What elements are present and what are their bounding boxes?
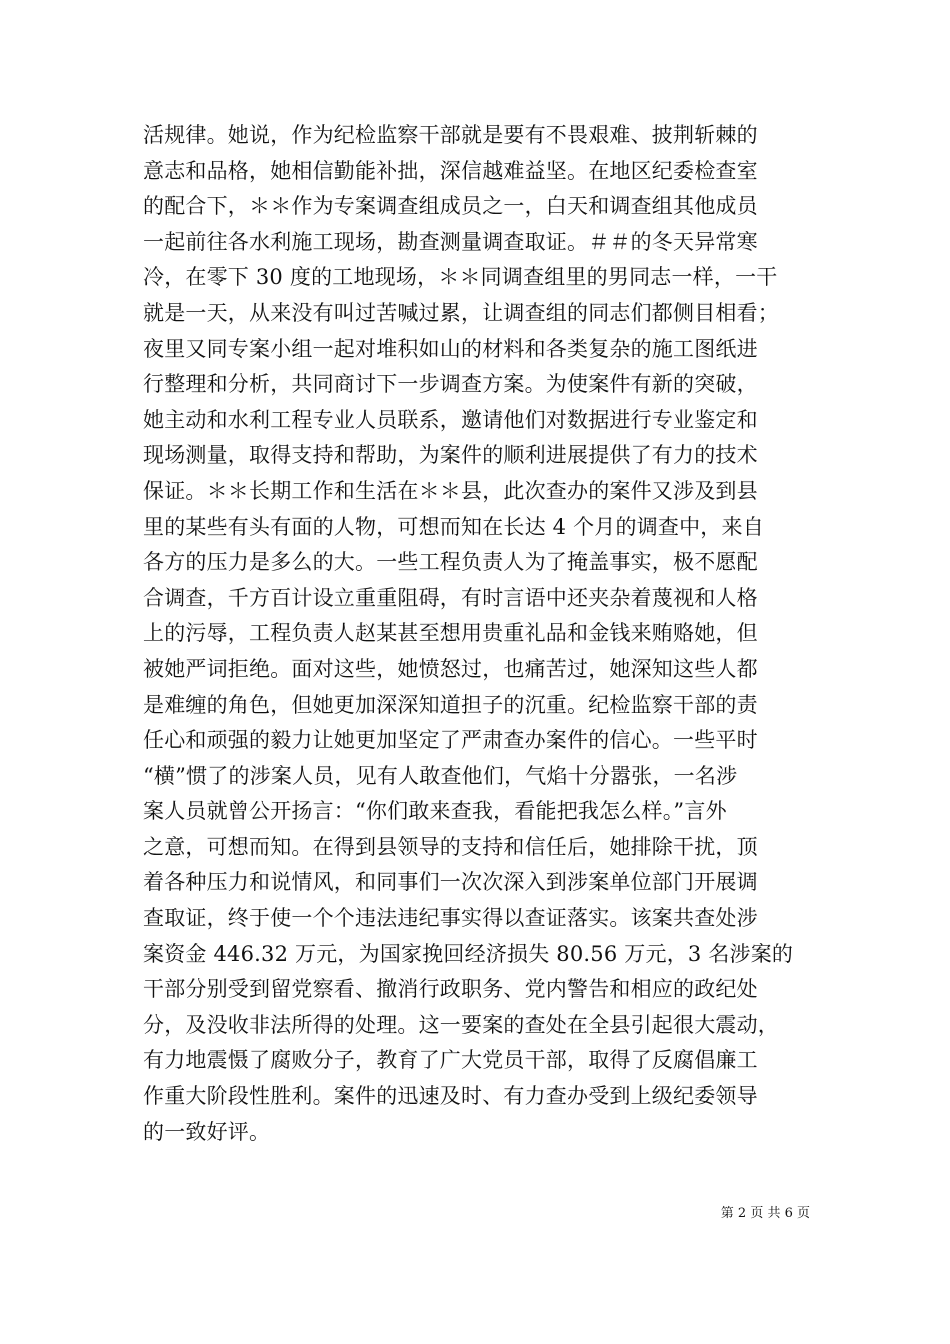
body-text-line: 活规律。她说，作为纪检监察干部就是要有不畏艰难、披荆斩棘的: [143, 123, 758, 147]
body-text-line: 作重大阶段性胜利。案件的迅速及时、有力查办受到上级纪委领导: [143, 1084, 758, 1109]
body-text-line: 任心和顽强的毅力让她更加坚定了严肃查办案件的信心。一些平时: [143, 728, 758, 753]
body-text-line: 分，及没收非法所得的处理。这一要案的查处在全县引起很大震动，: [143, 1012, 779, 1037]
body-text-line: 各方的压力是多么的大。一些工程负责人为了掩盖事实，极不愿配: [143, 550, 758, 575]
body-text-line: 夜里又同专案小组一起对堆积如山的材料和各类复杂的施工图纸进: [143, 336, 758, 361]
body-text-line: 里的某些有头有面的人物，可想而知在长达 4 个月的调查中，来自: [143, 514, 764, 539]
body-text-line: 的一致好评。: [143, 1119, 271, 1144]
document-body: [143, 118, 823, 1150]
body-text-line: 行整理和分析，共同商讨下一步调查方案。为使案件有新的突破，: [143, 372, 758, 397]
body-text-line: 保证。＊＊长期工作和生活在＊＊县，此次查办的案件又涉及到县: [143, 478, 758, 503]
body-text-line: 案资金 446.32 万元，为国家挽回经济损失 80.56 万元，3 名涉案的: [143, 941, 794, 966]
body-text-line: 冷，在零下 30 度的工地现场，＊＊同调查组里的男同志一样，一干: [143, 265, 778, 290]
body-text-line: 有力地震慑了腐败分子，教育了广大党员干部，取得了反腐倡廉工: [143, 1048, 758, 1073]
body-text-line: 之意，可想而知。在得到县领导的支持和信任后，她排除干扰，顶: [143, 834, 758, 859]
body-text-line: 是难缠的角色，但她更加深深知道担子的沉重。纪检监察干部的责: [143, 692, 758, 717]
body-text-line: 她主动和水利工程专业人员联系，邀请他们对数据进行专业鉴定和: [143, 407, 758, 432]
body-text-line: 一起前往各水利施工现场，勘查测量调查取证。＃＃的冬天异常寒: [143, 229, 758, 254]
body-text-line: 查取证，终于使一个个违法违纪事实得以查证落实。该案共查处涉: [143, 906, 758, 931]
body-text-line: 就是一天，从来没有叫过苦喊过累，让调查组的同志们都侧目相看；: [143, 300, 779, 325]
body-text-line: 的配合下，＊＊作为专案调查组成员之一，白天和调查组其他成员: [143, 194, 758, 219]
body-text-line: 案人员就曾公开扬言：“你们敢来查我，看能把我怎么样。”言外: [143, 799, 727, 824]
body-text-line: 意志和品格，她相信勤能补拙，深信越难益坚。在地区纪委检查室: [143, 158, 758, 183]
body-text-line: “横”惯了的涉案人员，见有人敢查他们，气焰十分嚣张，一名涉: [143, 763, 738, 788]
body-text-line: 现场测量，取得支持和帮助，为案件的顺利进展提供了有力的技术: [143, 443, 758, 468]
page-number-footer: 第 2 页 共 6 页: [720, 1206, 810, 1221]
body-text-line: 干部分别受到留党察看、撤消行政职务、党内警告和相应的政纪处: [143, 977, 758, 1002]
body-text-line: 合调查，千方百计设立重重阻碍，有时言语中还夹杂着蔑视和人格: [143, 585, 758, 610]
body-text-line: 被她严词拒绝。面对这些，她愤怒过，也痛苦过，她深知这些人都: [143, 656, 758, 681]
body-text-line: 着各种压力和说情风，和同事们一次次深入到涉案单位部门开展调: [143, 870, 758, 895]
body-text-line: 上的污辱，工程负责人赵某甚至想用贵重礼品和金钱来贿赂她，但: [143, 621, 758, 646]
